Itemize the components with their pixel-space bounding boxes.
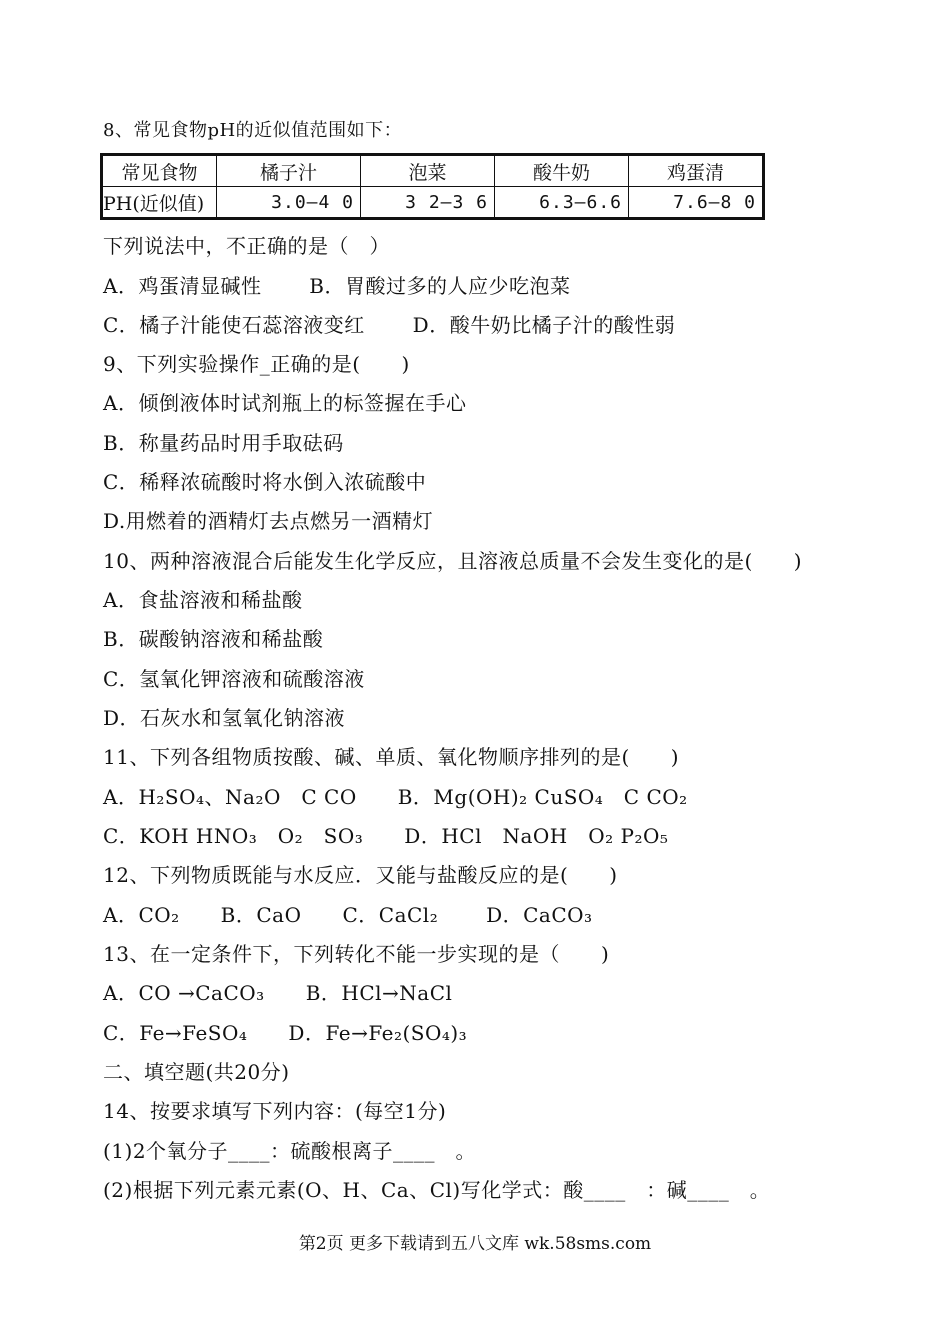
fill-in-line: (1)2个氧分子____：硫酸根离子____ 。 (103, 1139, 477, 1163)
ph-table (100, 153, 765, 220)
table-cell: 3.0—4 0 (217, 187, 361, 219)
option-line: A．CO →CaCO₃ B．HCl→NaCl (103, 981, 453, 1005)
question-line: 下列说法中，不正确的是（ ） (103, 234, 390, 258)
option-line: A．H₂SO₄、Na₂O C CO B．Mg(OH)₂ CuSO₄ C CO₂ (103, 785, 688, 809)
option-line: C．橘子汁能使石蕊溶液变红 D．酸牛奶比橘子汁的酸性弱 (103, 313, 676, 337)
table-header-cell: 鸡蛋清 (629, 155, 764, 187)
option-line: D．石灰水和氢氧化钠溶液 (103, 706, 346, 730)
option-line: A．CO₂ B．CaO C．CaCl₂ D．CaCO₃ (103, 903, 593, 927)
option-line: A．鸡蛋清显碱性 B．胃酸过多的人应少吃泡菜 (103, 274, 571, 298)
table-row-label: PH(近似值) (102, 187, 217, 219)
table-header-cell: 橘子汁 (217, 155, 361, 187)
table-header-cell: 常见食物 (102, 155, 217, 187)
option-line: A．倾倒液体时试剂瓶上的标签握在手心 (103, 391, 467, 415)
page-footer: 第2页 更多下载请到五八文库 wk.58sms.com (298, 1234, 652, 1254)
table-row (102, 187, 764, 219)
question-line: 12、下列物质既能与水反应．又能与盐酸反应的是( ) (103, 863, 618, 887)
option-line: B．碳酸钠溶液和稀盐酸 (103, 627, 324, 651)
table-cell: 7.6—8 0 (629, 187, 764, 219)
option-line: C．氢氧化钾溶液和硫酸溶液 (103, 667, 365, 691)
option-line: A．食盐溶液和稀盐酸 (103, 588, 303, 612)
option-line: C．稀释浓硫酸时将水倒入浓硫酸中 (103, 470, 427, 494)
fill-in-line: (2)根据下列元素元素(O、H、Ca、Cl)写化学式：酸____ ：碱____ 。 (103, 1178, 771, 1202)
question-line: 14、按要求填写下列内容：(每空1分) (103, 1099, 447, 1123)
table-header-row (102, 155, 764, 187)
option-line: B．称量药品时用手取砝码 (103, 431, 344, 455)
question-8-intro: 8、常见食物pH的近似值范围如下： (103, 120, 403, 141)
section-heading: 二、填空题(共20分) (103, 1060, 290, 1084)
option-line: D.用燃着的酒精灯去点燃另一酒精灯 (103, 509, 434, 533)
table-header-cell: 酸牛奶 (495, 155, 629, 187)
question-line: 10、两种溶液混合后能发生化学反应，且溶液总质量不会发生变化的是( ) (103, 549, 803, 573)
table-cell: 3 2—3 6 (361, 187, 495, 219)
option-line: C．Fe→FeSO₄ D．Fe→Fe₂(SO₄)₃ (103, 1021, 468, 1045)
option-line: C．KOH HNO₃ O₂ SO₃ D．HCl NaOH O₂ P₂O₅ (103, 824, 669, 848)
question-line: 11、下列各组物质按酸、碱、单质、氧化物顺序排列的是( ) (103, 745, 680, 769)
table-cell: 6.3—6.6 (495, 187, 629, 219)
question-line: 13、在一定条件下，下列转化不能一步实现的是（ ) (103, 942, 610, 966)
table-header-cell: 泡菜 (361, 155, 495, 187)
question-line: 9、下列实验操作_正确的是( ) (103, 352, 410, 376)
